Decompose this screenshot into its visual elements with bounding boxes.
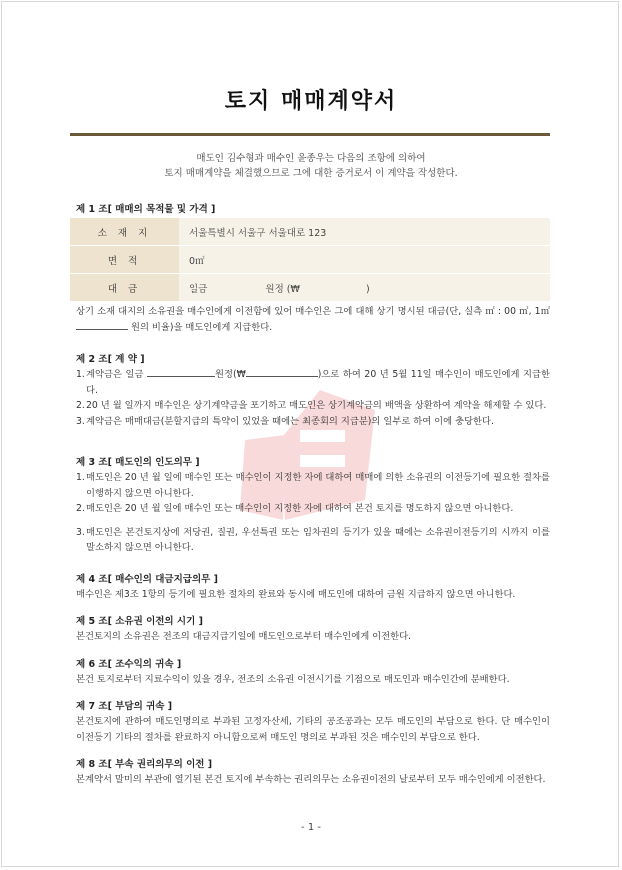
article-6	[76, 656, 550, 688]
article-8	[76, 756, 550, 788]
item-number: 1.	[76, 369, 85, 380]
article-4	[76, 571, 550, 603]
document-title: 토지 매매계약서	[224, 89, 398, 114]
intro-line-1: 매도인 김수형과 매수인 윤종우는 다음의 조항에 의하여	[196, 153, 426, 164]
table-row	[70, 246, 550, 274]
article-5-text: 본건토지의 소유권은 전조의 대금지급기일에 매도인으로부터 매수인에게 이전한다.	[76, 631, 412, 642]
item-text: 매도인은 본건토지상에 저당권, 질권, 우선특권 또는 임차권의 등기가 있을 때에는 소유권이전등기의 시까지 이를 말소하지 않으면 아니한다.	[86, 526, 550, 553]
item-text-b: 원정(₩	[215, 369, 246, 380]
list-item	[76, 525, 550, 556]
price-value-close: )	[365, 283, 370, 295]
list-item	[76, 470, 550, 501]
title-rule	[70, 133, 550, 136]
item-number: 2.	[76, 503, 85, 514]
item-text-c: )으로 하여 20 년 5월 11일 매수인이 매도인에게 지급한다.	[86, 369, 550, 396]
article-4-text: 매수인은 제3조 1항의 등기에 필요한 절차의 완료와 동시에 매도인에 대하여 금원 지급하지 않으면 아니한다.	[76, 589, 516, 600]
article-8-title: 제 8 조[ 부속 권리의무의 이전 ]	[76, 759, 213, 770]
article-7-title: 제 7 조[ 부담의 귀속 ]	[76, 701, 173, 712]
article-3-title: 제 3 조[ 매도인의 인도의무 ]	[76, 457, 200, 468]
item-text: 계약금은 매매대금(분할지급의 특약이 있었을 때에는 최종회의 지급분)의 일부로 하여 이에 충당한다.	[86, 415, 494, 427]
table-row	[70, 274, 550, 302]
article-1-paragraph	[76, 304, 550, 335]
article-2	[76, 351, 550, 429]
article-1-title: 제 1 조[ 매매의 목적물 및 가격 ]	[76, 204, 216, 215]
item-number: 1.	[76, 472, 85, 483]
article-5	[76, 613, 550, 645]
list-item	[76, 414, 550, 430]
article-6-text: 본건 토지로부터 지료수익이 있을 경우, 전조의 소유권 이전시기를 기점으로 매도인과 매수인간에 분배한다.	[76, 674, 510, 685]
area-label: 면 적	[70, 246, 179, 274]
article-1	[76, 201, 550, 215]
item-number: 3.	[76, 526, 85, 538]
list-item	[76, 367, 550, 398]
location-value: 서울특별시 서울구 서울대로 123	[179, 218, 550, 246]
list-item	[76, 501, 550, 517]
property-table	[70, 218, 550, 302]
article-1-text-a: 상기 소재 대지의 소유권을 매수인에게 이전함에 있어 매수인은 그에 대해 상기 명시된 대금(단, 실측 ㎡ : 00 ㎡, 1㎡	[76, 306, 550, 317]
price-value-won: 원정 (₩	[265, 283, 300, 295]
intro-line-2: 토지 매매계약을 체결했으므로 그에 대한 증거로서 이 계약을 작성한다.	[164, 168, 458, 179]
blank-line	[246, 367, 318, 377]
article-8-text: 본계약서 말미의 부관에 열기된 본건 토지에 부속하는 권리의무는 소유권이전의 날로부터 모두 매수인에게 이전한다.	[76, 774, 546, 785]
area-value: 0㎡	[179, 246, 550, 274]
item-number: 3.	[76, 415, 85, 427]
article-2-title: 제 2 조[ 계 약 ]	[76, 354, 145, 365]
table-row	[70, 218, 550, 246]
item-text: 매도인은 20 년 월 일에 매수인 또는 매수인이 지정한 자에 대하여 본건 토지를 명도하지 않으면 아니한다.	[86, 503, 514, 514]
intro	[0, 151, 622, 181]
article-7-text: 본건토지에 관하여 매도인명의로 부과된 고정자산세, 기타의 공조공과는 모두 매도인의 부담으로 한다. 단 매수인이 이전등기 기타의 절차를 완료하지 아니함으로써 매도인 명의로 부과된 것은 매수인의 부담으로 한다.	[76, 716, 550, 743]
article-7	[76, 698, 550, 745]
item-text: 매도인은 20 년 월 일에 매수인 또는 매수인이 지정한 자에 대하여 매매에 의한 소유권의 이전등기에 필요한 절차를 이행하지 않으면 아니한다.	[86, 472, 550, 499]
article-1-text-b: 원의 비율)을 매도인에게 지급한다.	[130, 321, 273, 333]
article-6-title: 제 6 조[ 조수익의 귀속 ]	[76, 659, 182, 670]
location-label: 소 재 지	[70, 218, 179, 246]
price-value-prefix: 일금	[189, 283, 208, 295]
article-3	[76, 454, 550, 556]
article-5-title: 제 5 조[ 소유권 이전의 시기 ]	[76, 616, 203, 627]
list-item	[76, 398, 550, 414]
price-value	[179, 274, 550, 302]
blank-line	[147, 367, 215, 377]
item-number: 2.	[76, 400, 85, 411]
item-text: 20 년 월 일까지 매수인은 상기계약금을 포기하고 매도인은 상기계약금의 배액을 상환하여 계약을 해제할 수 있다.	[86, 400, 547, 411]
article-4-title: 제 4 조[ 매수인의 대금지급의무 ]	[76, 574, 218, 585]
page-number: - 1 -	[301, 822, 321, 833]
item-text-a: 계약금은 일금	[86, 369, 144, 380]
blank-line	[76, 320, 128, 330]
price-label: 대 금	[70, 274, 179, 302]
